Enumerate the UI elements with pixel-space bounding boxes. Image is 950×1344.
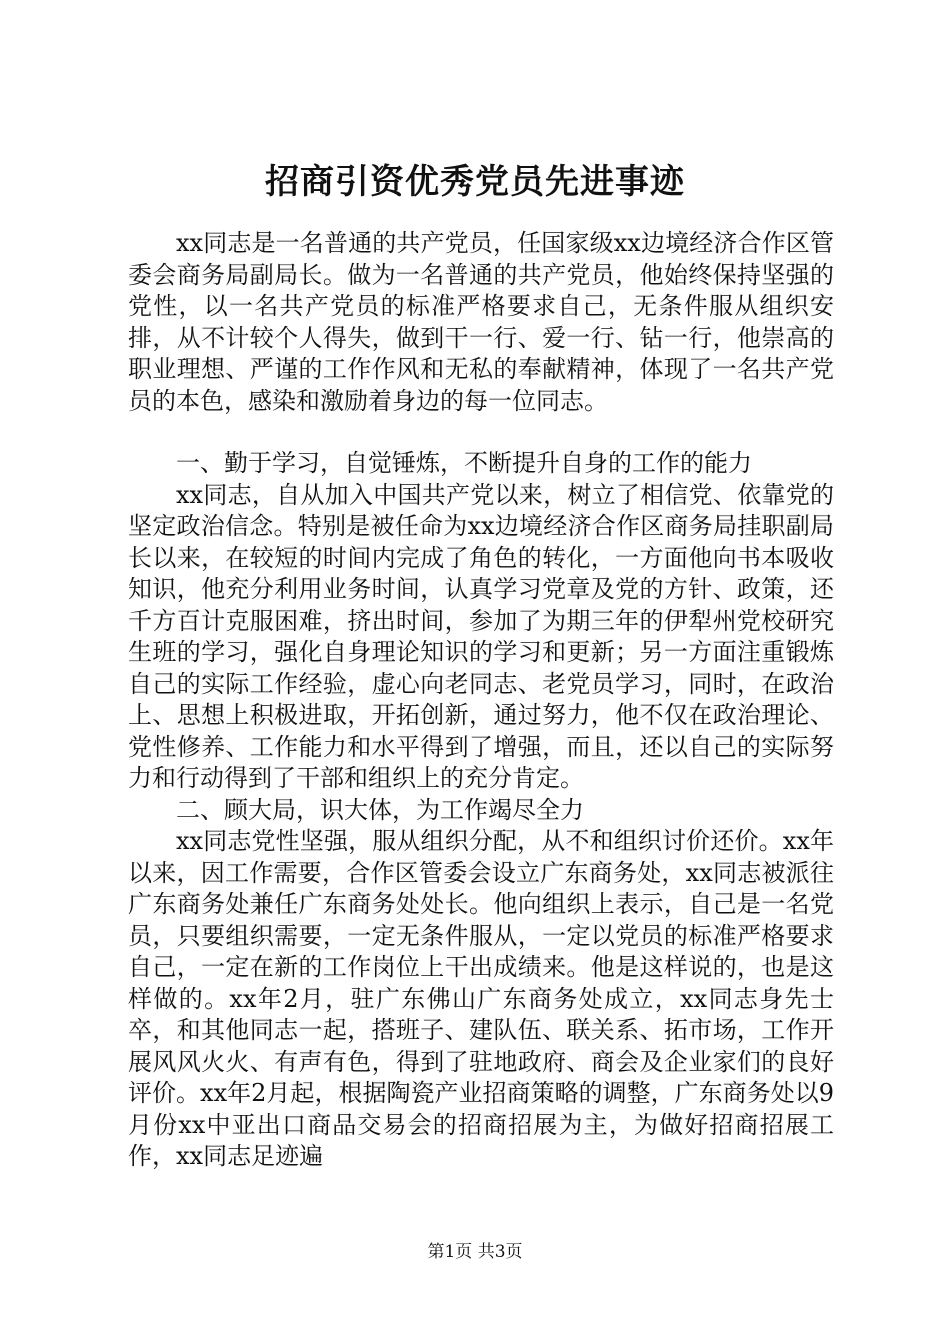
document-body	[128, 228, 834, 1173]
section-heading-2: 二、顾大局，识大体，为工作竭尽全力	[176, 795, 584, 824]
section-1-paragraph: xx同志，自从加入中国共产党以来，树立了相信党、依靠党的坚定政治信念。特别是被任命为xx边境经济合作区商务局挂职副局长以来，在较短的时间内完成了角色的转化，一方面他向书本吸收知识，他充分利用业务时间，认真学习党章及党的方针、政策，还千方百计克服困难，挤出时间，参加了为期三年的伊犁州党校研究生班的学习，强化自身理论知识的学习和更新；另一方面注重锻炼自己的实际工作经验，虚心向老同志、老党员学习，同时，在政治上、思想上积极进取，开拓创新，通过努力，他不仅在政治理论、党性修养、工作能力和水平得到了增强，而且，还以自己的实际努力和行动得到了干部和组织上的充分肯定。	[128, 480, 834, 792]
section-2-paragraph: xx同志党性坚强，服从组织分配，从不和组织讨价还价。xx年以来，因工作需要，合作区管委会设立广东商务处，xx同志被派往广东商务处兼任广东商务处处长。他向组织上表示，自己是一名党员，只要组织需要，一定无条件服从，一定以党员的标准严格要求自己，一定在新的工作岗位上干出成绩来。他是这样说的，也是这样做的。xx年2月，驻广东佛山广东商务处成立，xx同志身先士卒，和其他同志一起，搭班子、建队伍、联关系、拓市场，工作开展风风火火、有声有色，得到了驻地政府、商会及企业家们的良好评价。xx年2月起，根据陶瓷产业招商策略的调整，广东商务处以9月份xx中亚出口商品交易会的招商招展为主，为做好招商招展工作，xx同志足迹遍	[128, 827, 834, 1170]
intro-paragraph: xx同志是一名普通的共产党员，任国家级xx边境经济合作区管委会商务局副局长。做为一名普通的共产党员，他始终保持坚强的党性，以一名共产党员的标准严格要求自己，无条件服从组织安排，从不计较个人得失，做到干一行、爱一行、钻一行，他崇高的职业理想、严谨的工作作风和无私的奉献精神，体现了一名共产党员的本色，感染和激励着身边的每一位同志。	[128, 229, 834, 415]
page-number-footer: 第1页 共3页	[427, 1242, 523, 1262]
section-heading-1: 一、勤于学习，自觉锤炼，不断提升自身的工作的能力	[176, 449, 752, 477]
document-title: 招商引资优秀党员先进事迹	[265, 162, 685, 202]
